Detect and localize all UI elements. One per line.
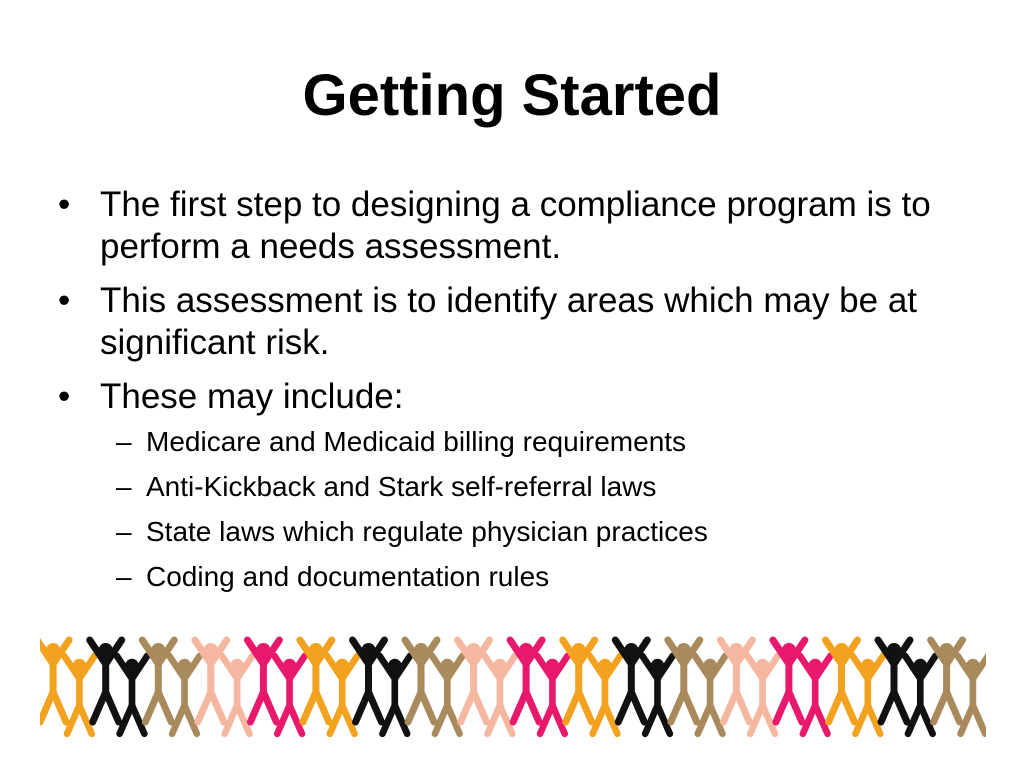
person-figure [931,640,963,722]
sub-bullet-text: Anti-Kickback and Stark self-referral laws [146,471,657,502]
person-figure [563,640,595,722]
bullet-text: These may include: [100,377,404,416]
person-figure [615,640,647,722]
sub-bullet-item [58,469,958,505]
bullet-marker: • [58,377,71,416]
person-figure [878,640,910,722]
person-figure [668,640,700,722]
person-figure [458,640,490,722]
person-figure [720,640,752,722]
sub-bullet-text: Medicare and Medicaid billing requirements [146,426,687,457]
person-figure [353,640,385,722]
bullet-text: The first step to designing a compliance program is to perform a needs assessment. [100,185,931,266]
person-figure [142,640,174,722]
person-figure [300,640,332,722]
sub-bullet-text: State laws which regulate physician practices [146,516,708,547]
person-figure [247,640,279,722]
person-figure [40,640,69,722]
bullet-item [58,280,958,364]
sub-bullet-item [58,424,958,460]
bullet-marker: • [58,185,71,224]
person-figure [405,640,437,722]
person-figure [195,640,227,722]
sub-bullet-marker: – [116,471,132,502]
slide-title: Getting Started [302,63,722,128]
bullet-item [58,184,958,268]
sub-bullet-item [58,559,958,595]
person-figure [826,640,858,722]
sub-bullet-marker: – [116,561,132,592]
slide-body [58,184,958,604]
sub-bullet-marker: – [116,426,132,457]
sub-bullet-marker: – [116,516,132,547]
bullet-text: This assessment is to identify areas which may be at significant risk. [100,281,918,362]
person-figure [773,640,805,722]
person-figure [510,640,542,722]
sub-bullet-text: Coding and documentation rules [146,561,550,592]
people-border-illustration [40,632,986,740]
sub-bullet-item [58,514,958,550]
person-figure [90,640,122,722]
bullet-marker: • [58,281,71,320]
bullet-item [58,376,958,418]
